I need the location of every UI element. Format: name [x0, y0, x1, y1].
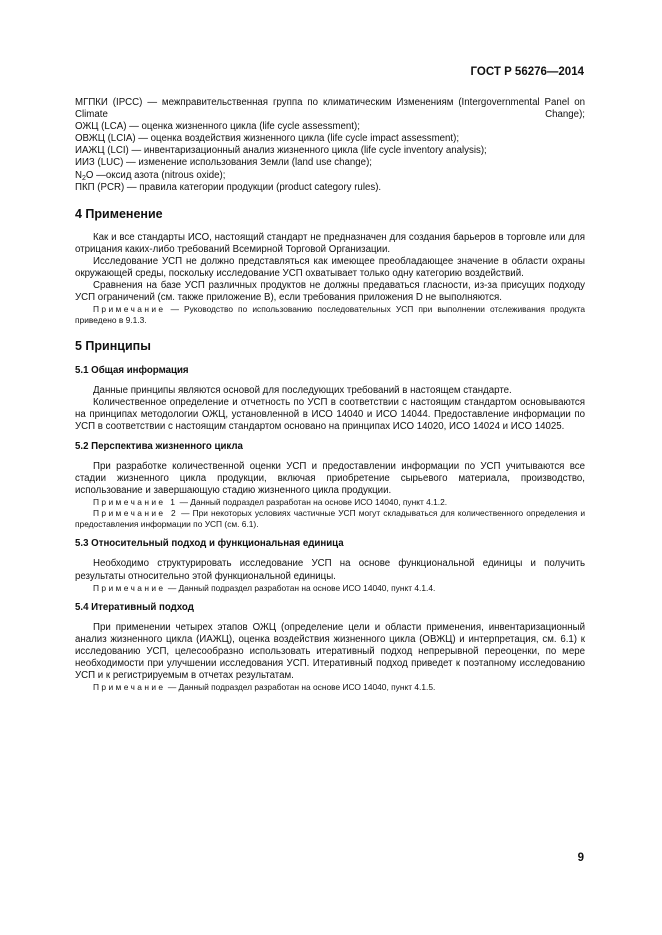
page-number: 9 — [577, 852, 584, 864]
abbreviation-definition: — инвентаризационный анализ жизненного цикла (life cycle inventory analysis); — [131, 145, 487, 157]
note-2 — [75, 508, 585, 530]
note — [75, 304, 585, 326]
formula-tail: O — [85, 169, 94, 181]
abbreviation-term — [75, 170, 93, 181]
paragraph: Количественное определение и отчетность по УСП в соответствии с настоящим стандартом основываются на принципах методологии ОЖЦ, установленной в ИСО 14040 и ИСО 14044. Предоставление информации по УСП в соответствии с настоящим стандартом основано на принципах ИСО 14020, ИСО 14024 и ИСО 14025. — [75, 396, 585, 432]
note — [75, 682, 585, 693]
abbreviation-definition: — межправительственная группа по климатическим Изменениям (Intergovernmental Panel on Climate Change); — [75, 97, 585, 121]
note-label: Примечание 2 — [93, 508, 179, 519]
abbreviation-definition: —оксид азота (nitrous oxide); — [96, 169, 226, 181]
subsection-5-3-heading: 5.3 Относительный подход и функциональная единица — [75, 538, 344, 550]
paragraph: Как и все стандарты ИСО, настоящий стандарт не предназначен для создания барьеров в торговле или для отрицания каких-либо требований Всемирной Торговой Организации. — [75, 231, 585, 255]
subsection-5-4-heading: 5.4 Итеративный подход — [75, 601, 194, 613]
paragraph: При разработке количественной оценки УСП и предоставлении информации по УСП учитываются все стадии жизненного цикла продукции, включая приобретение сырьевого материала, производство, использование и завершающую стадию жизненного цикла продукции. — [75, 461, 585, 497]
subsection-5-1-heading: 5.1 Общая информация — [75, 364, 189, 376]
abbreviation-definition: — оценка воздействия жизненного цикла (life cycle impact assessment); — [138, 133, 460, 145]
note-label: Примечание 1 — [93, 497, 178, 508]
abbreviation-term: ОЖЦ (LCA) — [75, 121, 127, 133]
abbreviation-item — [75, 133, 585, 145]
note-label: Примечание — [93, 304, 166, 315]
note-label: Примечание — [93, 682, 166, 693]
paragraph: Данные принципы являются основой для последующих требований в настоящем стандарте. — [93, 384, 512, 396]
abbreviation-item — [75, 121, 585, 133]
abbreviation-definition: — правила категории продукции (product category rules). — [126, 181, 382, 193]
abbreviations-list — [75, 97, 585, 194]
section-4-heading: 4 Применение — [75, 206, 163, 221]
paragraph: Необходимо структурировать исследование УСП на основе функциональной единицы и получить результаты относительно этой функциональной единицы. — [75, 558, 585, 582]
note-text: — Данный подраздел разработан на основе ИСО 14040, пункт 4.1.2. — [179, 497, 448, 508]
abbreviation-term: ОВЖЦ (LCIA) — [75, 133, 136, 145]
abbreviation-term: ПКП (PCR) — [75, 181, 125, 193]
abbreviation-term: ИИЗ (LUC) — [75, 157, 124, 169]
note-label: Примечание — [93, 582, 166, 593]
note — [75, 583, 585, 594]
note-text: — Данный подраздел разработан на основе ИСО 14040, пункт 4.1.5. — [167, 682, 436, 693]
paragraph: Исследование УСП не должно представляться как имеющее преобладающее значение в области охраны окружающей среды, поскольку исследование УСП охватывает только одну категорию воздействий. — [75, 256, 585, 280]
page-content — [75, 97, 585, 693]
note-text: — При некоторых условиях частичные УСП могут складываться для количественного определения и предоставления информации по УСП (см. 6.1). — [75, 508, 586, 530]
abbreviation-definition: — оценка жизненного цикла (life cycle assessment); — [129, 121, 360, 133]
abbreviation-item — [75, 97, 585, 121]
note-text: — Руководство по использованию последовательных УСП при выполнении отслеживания продукта приведено в 9.1.3. — [75, 304, 586, 326]
document-id-header: ГОСТ Р 56276—2014 — [470, 66, 584, 78]
abbreviation-item — [75, 182, 585, 194]
abbreviation-item — [75, 170, 585, 182]
note-text: — Данный подраздел разработан на основе ИСО 14040, пункт 4.1.4. — [167, 582, 436, 593]
note-1 — [75, 497, 585, 508]
formula-main: N — [75, 169, 82, 181]
abbreviation-term: МГПКИ (IPCC) — [75, 97, 143, 108]
abbreviation-definition: — изменение использования Земли (land use change); — [126, 157, 372, 169]
abbreviation-term: ИАЖЦ (LCI) — [75, 145, 129, 157]
subsection-5-2-heading: 5.2 Перспектива жизненного цикла — [75, 440, 243, 452]
paragraph: При применении четырех этапов ОЖЦ (определение цели и области применения, инвентаризационный анализ жизненного цикла (ИАЖЦ), оценка воздействия жизненного цикла (ОВЖЦ) и интерпретация, см. 6.1) к исследованию УСП, целесообразно использовать итеративный подход непрерывной переоценки, по мере необходимости при улучшении исследования УСП. Итеративный подход приведет к поэтапному исследованию УСП и к регистрируемым в отчетах результатам. — [75, 621, 585, 682]
paragraph: Сравнения на базе УСП различных продуктов не должны предаваться гласности, из-за присущих подходу УСП ограничений (см. также приложение В), если требования приложения D не выполняются. — [75, 280, 585, 304]
abbreviation-item — [75, 157, 585, 169]
section-5-heading: 5 Принципы — [75, 339, 151, 354]
abbreviation-item — [75, 145, 585, 157]
formula-subscript: 2 — [82, 174, 86, 182]
